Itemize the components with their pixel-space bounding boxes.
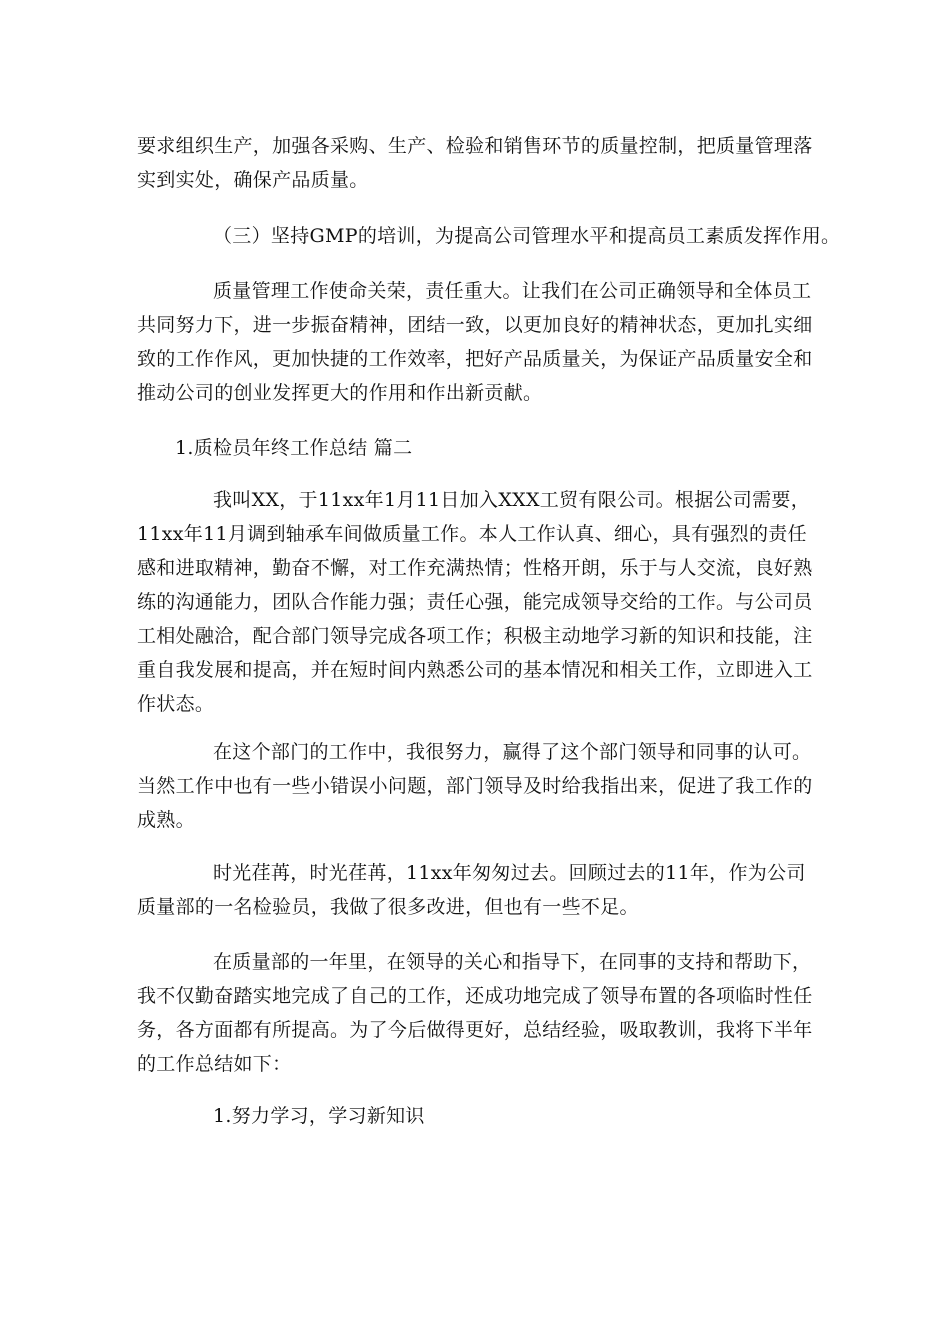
section-heading: 1.质检员年终工作总结 篇二 bbox=[175, 437, 413, 459]
paragraph-year-summary: 在质量部的一年里，在领导的关心和指导下，在同事的支持和帮助下，我不仅勤奋踏实地完成了自己的工作，还成功地完成了领导布置的各项临时性任务，各方面都有所提高。为了今后做得更好，总结经验，吸取教训，我将下半年的工作总结如下： bbox=[137, 951, 813, 1075]
paragraph-time-review: 时光荏苒，时光荏苒，11xx年匆匆过去。回顾过去的11年，作为公司质量部的一名检验员，我做了很多改进，但也有一些不足。 bbox=[137, 862, 806, 918]
paragraph-gmp-training: （三）坚持GMP的培训，为提高公司管理水平和提高员工素质发挥作用。 bbox=[213, 225, 841, 247]
paragraph-department-work: 在这个部门的工作中，我很努力，赢得了这个部门领导和同事的认可。当然工作中也有一些小错误小问题，部门领导及时给我指出来，促进了我工作的成熟。 bbox=[137, 741, 813, 831]
list-item-study: 1.努力学习，学习新知识 bbox=[213, 1105, 425, 1127]
paragraph-quality-control: 要求组织生产，加强各采购、生产、检验和销售环节的质量控制，把质量管理落实到实处，确保产品质量。 bbox=[137, 135, 813, 191]
paragraph-mission: 质量管理工作使命关荣，责任重大。让我们在公司正确领导和全体员工共同努力下，进一步振奋精神，团结一致，以更加良好的精神状态，更加扎实细致的工作作风，更加快捷的工作效率，把好产品质量关，为保证产品质量安全和推动公司的创业发挥更大的作用和作出新贡献。 bbox=[137, 280, 813, 404]
paragraph-introduction: 我叫XX，于11xx年1月11日加入XXX工贸有限公司。根据公司需要，11xx年11月调到轴承车间做质量工作。本人工作认真、细心，具有强烈的责任感和进取精神，勤奋不懈，对工作充满热情；性格开朗，乐于与人交流，良好熟练的沟通能力，团队合作能力强；责任心强，能完成领导交给的工作。与公司员工相处融洽，配合部门领导完成各项工作；积极主动地学习新的知识和技能，注重自我发展和提高，并在短时间内熟悉公司的基本情况和相关工作，立即进入工作状态。 bbox=[137, 489, 813, 715]
